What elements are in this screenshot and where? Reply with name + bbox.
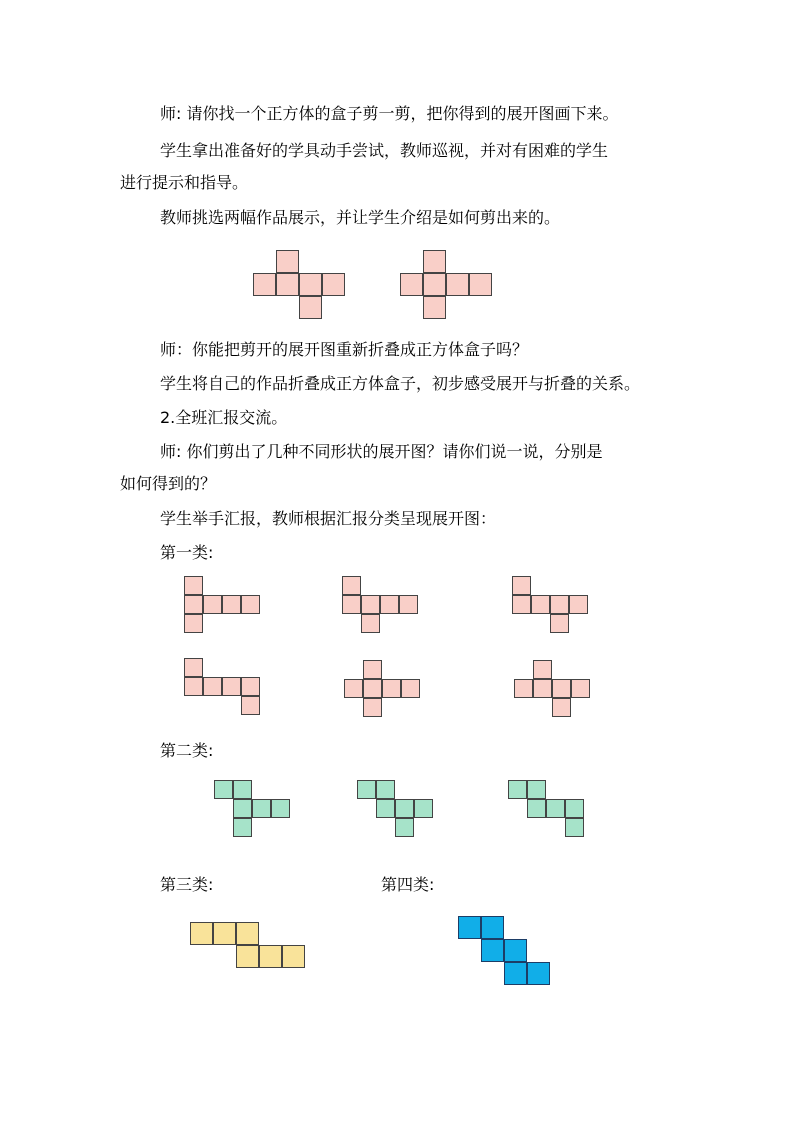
net-square: [299, 273, 322, 296]
net-square: [512, 576, 531, 595]
net-square: [363, 698, 382, 717]
net-square: [395, 818, 414, 837]
net-square: [233, 780, 252, 799]
net-square: [376, 780, 395, 799]
category-second-label: 第二类:: [160, 741, 214, 760]
net-square: [565, 818, 584, 837]
net-square: [414, 799, 433, 818]
net-square: [233, 799, 252, 818]
net-square: [241, 595, 260, 614]
net-square: [380, 595, 399, 614]
net-square: [527, 799, 546, 818]
paragraph-5: 师：你能把剪开的展开图重新折叠成正方体盒子吗？: [160, 340, 529, 359]
paragraph-1: 师: 请你找一个正方体的盒子剪一剪，把你得到的展开图画下来。: [160, 104, 619, 123]
net-square: [322, 273, 345, 296]
paragraph-7: 2.全班汇报交流。: [160, 408, 288, 427]
net-square: [203, 677, 222, 696]
net-square: [508, 780, 527, 799]
net-square: [569, 595, 588, 614]
net-square: [423, 250, 446, 273]
net-square: [400, 273, 423, 296]
net-square: [446, 273, 469, 296]
net-square: [399, 595, 418, 614]
net-square: [184, 576, 203, 595]
net-square: [423, 296, 446, 319]
net-square: [184, 595, 203, 614]
net-square: [552, 698, 571, 717]
net-square: [259, 945, 282, 968]
net-square: [565, 799, 584, 818]
net-square: [241, 696, 260, 715]
net-square: [481, 916, 504, 939]
net-square: [252, 799, 271, 818]
net-square: [531, 595, 550, 614]
category-third-label: 第三类:: [160, 875, 214, 894]
paragraph-9: 如何得到的？: [120, 474, 217, 493]
net-square: [376, 799, 395, 818]
net-square: [395, 799, 414, 818]
net-square: [357, 780, 376, 799]
net-square: [276, 250, 299, 273]
net-square: [401, 679, 420, 698]
net-square: [222, 595, 241, 614]
net-square: [363, 679, 382, 698]
net-square: [276, 273, 299, 296]
net-square: [361, 614, 380, 633]
net-square: [361, 595, 380, 614]
net-square: [236, 922, 259, 945]
net-square: [550, 595, 569, 614]
net-square: [363, 660, 382, 679]
net-square: [342, 595, 361, 614]
net-square: [184, 614, 203, 633]
net-square: [533, 660, 552, 679]
net-square: [271, 799, 290, 818]
net-square: [382, 679, 401, 698]
net-square: [342, 576, 361, 595]
net-square: [344, 679, 363, 698]
net-square: [458, 916, 481, 939]
paragraph-2: 学生拿出准备好的学具动手尝试，教师巡视，并对有困难的学生: [160, 141, 609, 160]
net-square: [571, 679, 590, 698]
net-square: [213, 922, 236, 945]
net-square: [241, 677, 260, 696]
net-square: [253, 273, 276, 296]
net-square: [423, 273, 446, 296]
net-square: [546, 799, 565, 818]
net-square: [527, 962, 550, 985]
net-square: [222, 677, 241, 696]
net-square: [550, 614, 569, 633]
paragraph-10: 学生举手汇报，教师根据汇报分类呈现展开图：: [160, 509, 497, 528]
net-square: [481, 939, 504, 962]
net-square: [469, 273, 492, 296]
net-square: [184, 677, 203, 696]
net-square: [233, 818, 252, 837]
category-first-label: 第一类:: [160, 543, 214, 562]
net-square: [236, 945, 259, 968]
net-square: [512, 595, 531, 614]
net-square: [184, 658, 203, 677]
paragraph-3: 进行提示和指导。: [120, 173, 249, 192]
net-square: [533, 679, 552, 698]
net-square: [203, 595, 222, 614]
net-square: [282, 945, 305, 968]
category-fourth-label: 第四类:: [381, 875, 435, 894]
paragraph-4: 教师挑选两幅作品展示，并让学生介绍是如何剪出来的。: [160, 208, 561, 227]
net-square: [299, 296, 322, 319]
net-square: [190, 922, 213, 945]
net-square: [514, 679, 533, 698]
paragraph-6: 学生将自己的作品折叠成正方体盒子，初步感受展开与折叠的关系。: [160, 374, 641, 393]
net-square: [504, 962, 527, 985]
net-square: [527, 780, 546, 799]
net-square: [504, 939, 527, 962]
net-square: [214, 780, 233, 799]
net-square: [552, 679, 571, 698]
paragraph-8: 师: 你们剪出了几种不同形状的展开图？请你们说一说，分别是: [160, 442, 603, 461]
